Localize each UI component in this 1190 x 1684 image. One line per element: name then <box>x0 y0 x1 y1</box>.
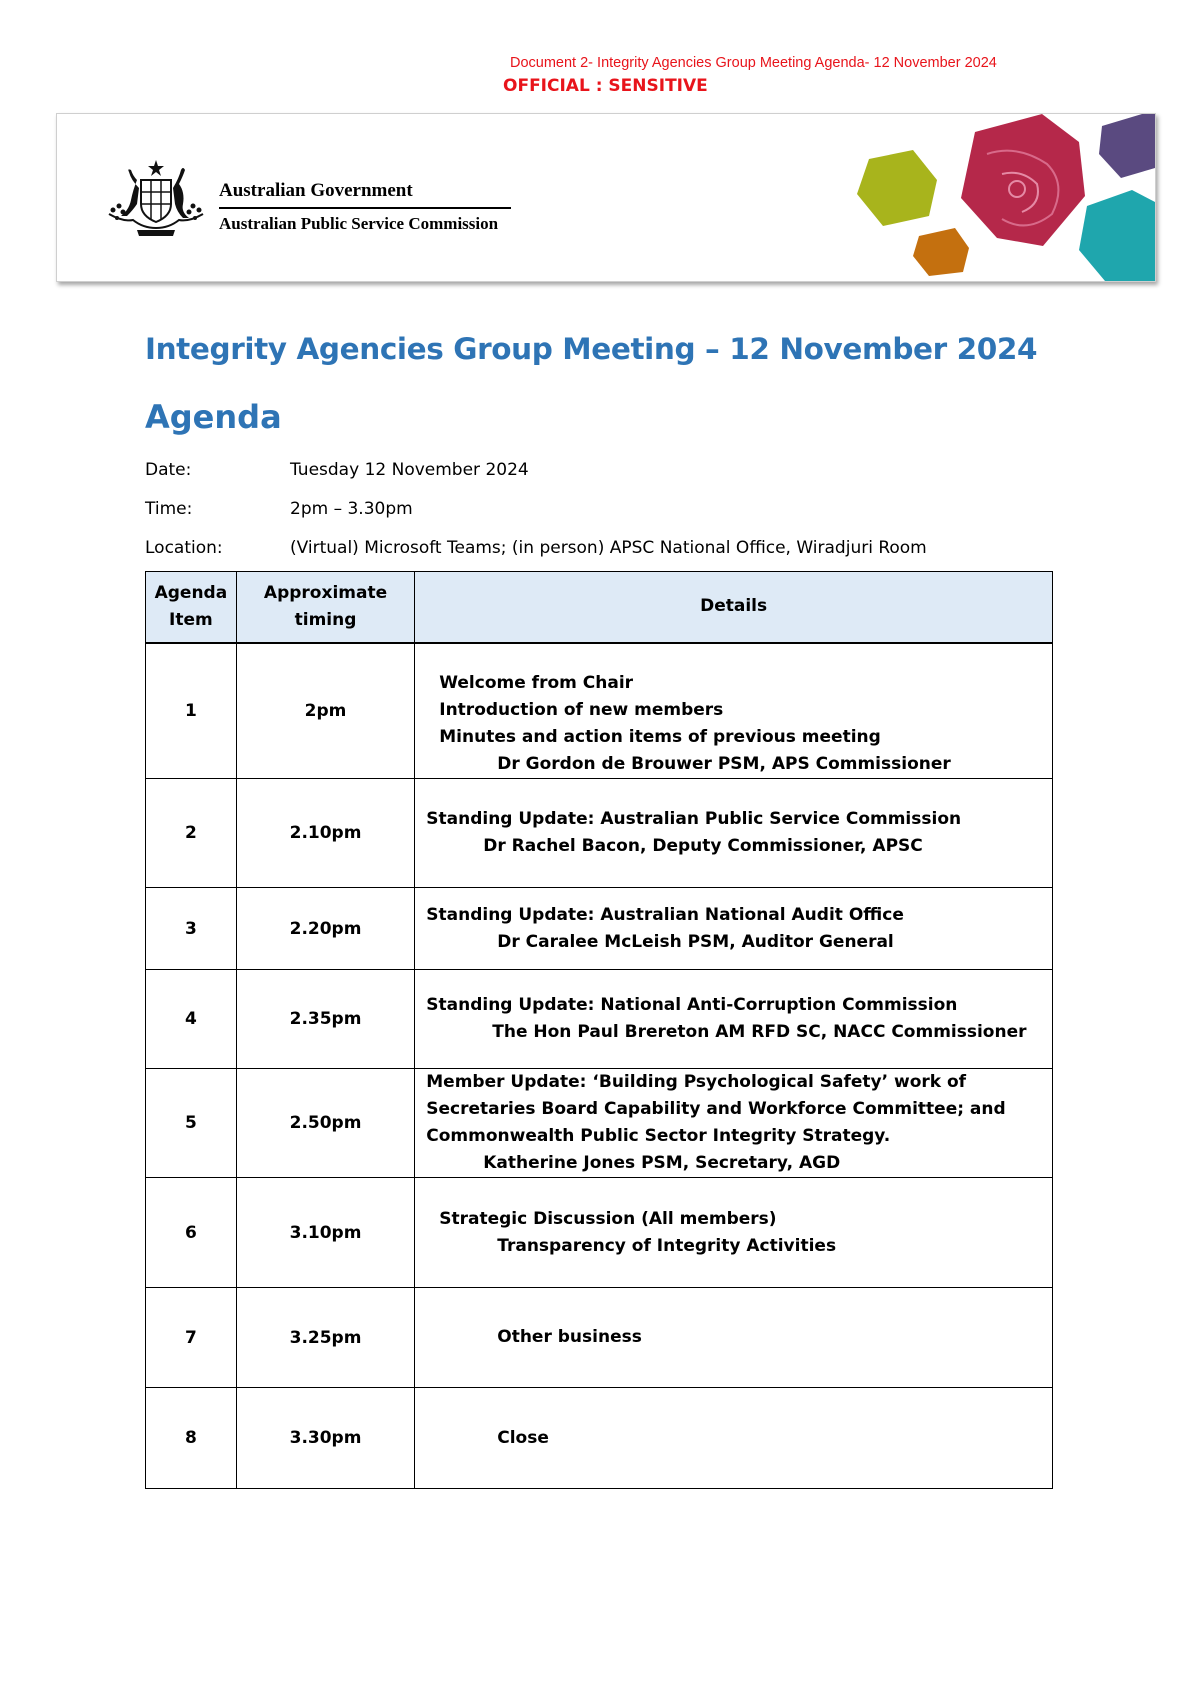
agenda-item-details <box>415 1178 1053 1288</box>
agency-banner <box>56 113 1156 282</box>
agenda-item-number: 3 <box>146 888 237 970</box>
agenda-item-time: 2.35pm <box>236 970 414 1069</box>
agenda-item-number: 1 <box>146 643 237 779</box>
agenda-item-details <box>415 1388 1053 1489</box>
decorative-hexagons-icon <box>57 114 1155 281</box>
details-presenter: Dr Caralee McLeish PSM, Auditor General <box>497 931 894 952</box>
details-line: Strategic Discussion (All members) <box>439 1208 777 1229</box>
details-line: Transparency of Integrity Activities <box>497 1235 837 1256</box>
agenda-item-details <box>415 1288 1053 1388</box>
time-label: Time: <box>145 499 193 519</box>
details-presenter: Katherine Jones PSM, Secretary, AGD <box>483 1153 841 1173</box>
page-title: Integrity Agencies Group Meeting – 12 November 2024 <box>145 332 1038 366</box>
table-header-row <box>146 572 1053 643</box>
header-agenda-item: Agenda Item <box>146 572 237 643</box>
table-row <box>146 1388 1053 1489</box>
details-line: Member Update: ‘Building Psychological Safety’ work of <box>426 1072 967 1092</box>
classification-label: OFFICIAL : SENSITIVE <box>503 76 708 96</box>
page-subtitle: Agenda <box>145 398 282 436</box>
agenda-item-time: 2.10pm <box>236 779 414 888</box>
details-line: Other business <box>497 1327 642 1347</box>
agenda-item-number: 6 <box>146 1178 237 1288</box>
agency-name: Australian Public Service Commission <box>219 214 499 233</box>
details-presenter: Dr Rachel Bacon, Deputy Commissioner, APSC <box>483 836 923 856</box>
details-line: Standing Update: Australian Public Service Commission <box>426 809 962 829</box>
agenda-item-details <box>415 779 1053 888</box>
table-row <box>146 1178 1053 1288</box>
agenda-item-time: 2pm <box>236 643 414 779</box>
agenda-item-number: 4 <box>146 970 237 1069</box>
details-line: Secretaries Board Capability and Workforce Committee; and <box>426 1099 1006 1119</box>
agenda-item-time: 2.50pm <box>236 1069 414 1178</box>
agenda-item-details <box>415 643 1053 779</box>
agenda-item-time: 2.20pm <box>236 888 414 970</box>
details-line: Introduction of new members <box>439 700 724 720</box>
table-row <box>146 888 1053 970</box>
agenda-item-number: 8 <box>146 1388 237 1489</box>
details-line: Standing Update: National Anti-Corruption Commission <box>426 995 958 1015</box>
agenda-item-number: 5 <box>146 1069 237 1178</box>
agenda-item-time: 3.10pm <box>236 1178 414 1288</box>
date-value: Tuesday 12 November 2024 <box>290 460 529 480</box>
details-line: Welcome from Chair <box>439 673 634 693</box>
details-line: Close <box>497 1427 549 1448</box>
agenda-item-number: 7 <box>146 1288 237 1388</box>
location-label: Location: <box>145 538 223 558</box>
location-value: (Virtual) Microsoft Teams; (in person) APSC National Office, Wiradjuri Room <box>290 538 927 558</box>
header-approximate-timing: Approximate timing <box>236 572 414 643</box>
details-line: Minutes and action items of previous meeting <box>439 727 881 747</box>
agenda-item-number: 2 <box>146 779 237 888</box>
table-row <box>146 1069 1053 1178</box>
agenda-item-details <box>415 1069 1053 1178</box>
details-presenter: The Hon Paul Brereton AM RFD SC, NACC Commissioner <box>492 1022 1027 1042</box>
agenda-item-time: 3.30pm <box>236 1388 414 1489</box>
agenda-item-details <box>415 970 1053 1069</box>
details-presenter: Dr Gordon de Brouwer PSM, APS Commissioner <box>497 754 951 774</box>
details-line: Commonwealth Public Sector Integrity Strategy. <box>426 1126 891 1146</box>
agenda-item-details <box>415 888 1053 970</box>
time-value: 2pm – 3.30pm <box>290 499 413 519</box>
table-row <box>146 970 1053 1069</box>
table-row <box>146 1288 1053 1388</box>
document-reference: Document 2- Integrity Agencies Group Meeting Agenda- 12 November 2024 <box>510 55 997 71</box>
government-name: Australian Government <box>219 180 413 201</box>
details-line: Standing Update: Australian National Audit Office <box>426 904 904 925</box>
date-label: Date: <box>145 460 192 480</box>
table-row <box>146 779 1053 888</box>
agenda-table <box>145 571 1053 1489</box>
table-row <box>146 643 1053 779</box>
agenda-item-time: 3.25pm <box>236 1288 414 1388</box>
header-details: Details <box>415 572 1053 643</box>
